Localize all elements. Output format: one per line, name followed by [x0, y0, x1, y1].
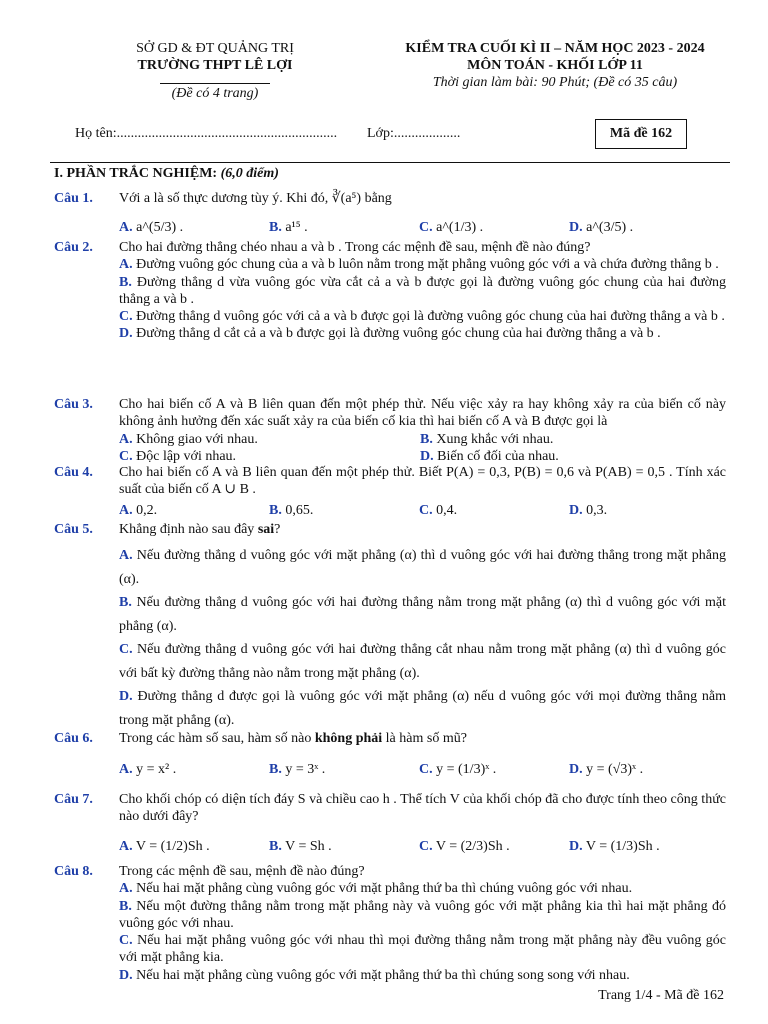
option-c: C. Độc lập với nhau.: [119, 448, 237, 464]
option-a: A. a^(5/3) .: [119, 220, 184, 236]
question-label: Câu 1.: [54, 191, 93, 206]
question-label: Câu 3.: [54, 397, 93, 412]
question-7: [54, 791, 726, 855]
option-a: A. Đường vuông góc chung của a và b luôn nằm trong mặt phẳng vuông góc với a và chứa đường thẳng b .: [119, 257, 719, 273]
exam-header: [370, 40, 740, 91]
question-text: Với a là số thực dương tùy ý. Khi đó, ∛(a⁵) bằng: [119, 191, 392, 206]
page-footer: Trang 1/4 - Mã đề 162: [598, 988, 724, 1003]
question-label: Câu 7.: [54, 792, 93, 807]
option-d: D. a^(3/5) .: [569, 220, 634, 236]
option-b: B. V = Sh .: [269, 838, 332, 854]
section-points: (6,0 điểm): [220, 166, 279, 181]
option-c: C. Nếu hai mặt phẳng vuông góc với nhau thì mọi đường thẳng nằm trong mặt phẳng này đều vuông góc với mặt phẳng kia.: [119, 933, 727, 966]
option-a: A. y = x² .: [119, 762, 177, 778]
exam-subject: MÔN TOÁN - KHỐI LỚP 11: [467, 58, 643, 73]
question-3: [54, 396, 726, 465]
option-a: A. Nếu đường thẳng d vuông góc với mặt phẳng (α) thì d vuông góc với hai đường thẳng trong mặt phẳng (α).: [119, 548, 727, 587]
question-label: Câu 6.: [54, 731, 93, 746]
option-d: D. Biến cố đối của nhau.: [420, 448, 559, 464]
question-label: Câu 8.: [54, 864, 93, 879]
option-b: B. Xung khắc với nhau.: [420, 431, 554, 447]
student-name-field: Họ tên:...............................................................: [75, 126, 338, 141]
question-text: Cho hai biến cố A và B liên quan đến một phép thử. Biết P(A) = 0,3, P(B) = 0,6 và P(AB) = 0,5 . Tính xác suất của biến cố A ∪ B .: [119, 465, 726, 498]
question-label: Câu 5.: [54, 522, 93, 537]
option-b: B. 0,65.: [269, 502, 314, 518]
option-d: D. Đường thẳng d được gọi là vuông góc với mặt phẳng (α) nếu d vuông góc với mọi đường thẳng nằm trong mặt phẳng (α).: [119, 689, 726, 728]
section-rule: [50, 162, 730, 163]
option-d: D. 0,3.: [569, 502, 608, 518]
student-class-field: Lớp:...................: [367, 126, 461, 141]
option-a: A. 0,2.: [119, 502, 158, 518]
question-text: Trong các mệnh đề sau, mệnh đề nào đúng?: [119, 864, 365, 879]
section-title: I. PHẦN TRẮC NGHIỆM:: [54, 166, 218, 181]
school-header: [80, 40, 350, 102]
question-text: Cho hai đường thẳng chéo nhau a và b . Trong các mệnh đề sau, mệnh đề nào đúng?: [119, 240, 591, 255]
option-d: D. Nếu hai mặt phẳng cùng vuông góc với mặt phẳng thứ ba thì chúng song song với nhau.: [119, 967, 630, 983]
question-text: Cho khối chóp có diện tích đáy S và chiều cao h . Thể tích V của khối chóp đã cho được tính theo công thức nào dưới đây?: [119, 792, 726, 825]
option-b: B. Nếu đường thẳng d vuông góc với hai đường thẳng nằm trong mặt phẳng (α) thì d vuông góc với mặt phẳng (α).: [119, 595, 726, 634]
question-label: Câu 4.: [54, 465, 93, 480]
question-2: [54, 239, 726, 343]
exam-time-note: Thời gian làm bài: 90 Phút; (Đề có 35 câu): [432, 75, 678, 90]
question-6: [54, 730, 726, 779]
question-1: [54, 190, 726, 237]
question-label: Câu 2.: [54, 240, 93, 255]
option-b: B. y = 3ˣ .: [269, 762, 326, 778]
option-c: C. V = (2/3)Sh .: [419, 838, 510, 854]
question-text: Cho hai biến cố A và B liên quan đến một phép thử. Nếu việc xảy ra hay không xảy ra của biến cố này không ảnh hưởng đến xác suất xảy ra của biến cố kia thì hai biến cố A và B được gọi là: [119, 397, 726, 430]
option-a: A. Nếu hai mặt phẳng cùng vuông góc với mặt phẳng thứ ba thì chúng vuông góc với nhau.: [119, 881, 633, 897]
question-5: [54, 521, 726, 732]
option-b: B. Nếu một đường thẳng nằm trong mặt phẳng này và vuông góc với mặt phẳng kia thì hai mặt phẳng đó vuông góc với nhau.: [119, 898, 726, 931]
option-c: C. 0,4.: [419, 502, 458, 518]
option-b: B. a¹⁵ .: [269, 220, 308, 236]
department-name: SỞ GD & ĐT QUẢNG TRỊ: [136, 41, 294, 56]
option-d: D. Đường thẳng d cắt cả a và b được gọi là đường vuông góc chung của hai đường thẳng a và b .: [119, 326, 661, 342]
option-d: D. y = (√3)ˣ .: [569, 762, 644, 778]
header-divider: [160, 83, 270, 84]
option-c: C. Đường thẳng d vuông góc với cả a và b được gọi là đường vuông góc chung của hai đường thẳng a và b .: [119, 309, 725, 325]
option-c: C. y = (1/3)ˣ .: [419, 762, 497, 778]
option-d: D. V = (1/3)Sh .: [569, 838, 660, 854]
exam-code-box: Mã đề 162: [595, 119, 687, 149]
option-c: C. a^(1/3) .: [419, 220, 484, 236]
school-name: TRƯỜNG THPT LÊ LỢI: [137, 58, 293, 73]
option-a: A. Không giao với nhau.: [119, 431, 258, 447]
option-a: A. V = (1/2)Sh .: [119, 838, 210, 854]
option-b: B. Đường thẳng d vừa vuông góc vừa cắt cả a và b được gọi là đường vuông góc chung của hai đường thẳng a và b .: [119, 274, 727, 307]
question-text: Khẳng định nào sau đây sai?: [119, 522, 281, 537]
question-text: Trong các hàm số sau, hàm số nào không phải là hàm số mũ?: [119, 731, 467, 746]
question-4: [54, 464, 726, 519]
section-heading: [54, 166, 279, 182]
question-8: [54, 863, 726, 984]
pages-note: (Đề có 4 trang): [171, 86, 259, 101]
exam-title: KIỂM TRA CUỐI KÌ II – NĂM HỌC 2023 - 2024: [405, 41, 705, 56]
option-c: C. Nếu đường thẳng d vuông góc với hai đường thẳng cắt nhau nằm trong mặt phẳng (α) thì d vuông góc với bất kỳ đường thẳng nào nằm trong mặt phẳng (α).: [119, 642, 726, 681]
